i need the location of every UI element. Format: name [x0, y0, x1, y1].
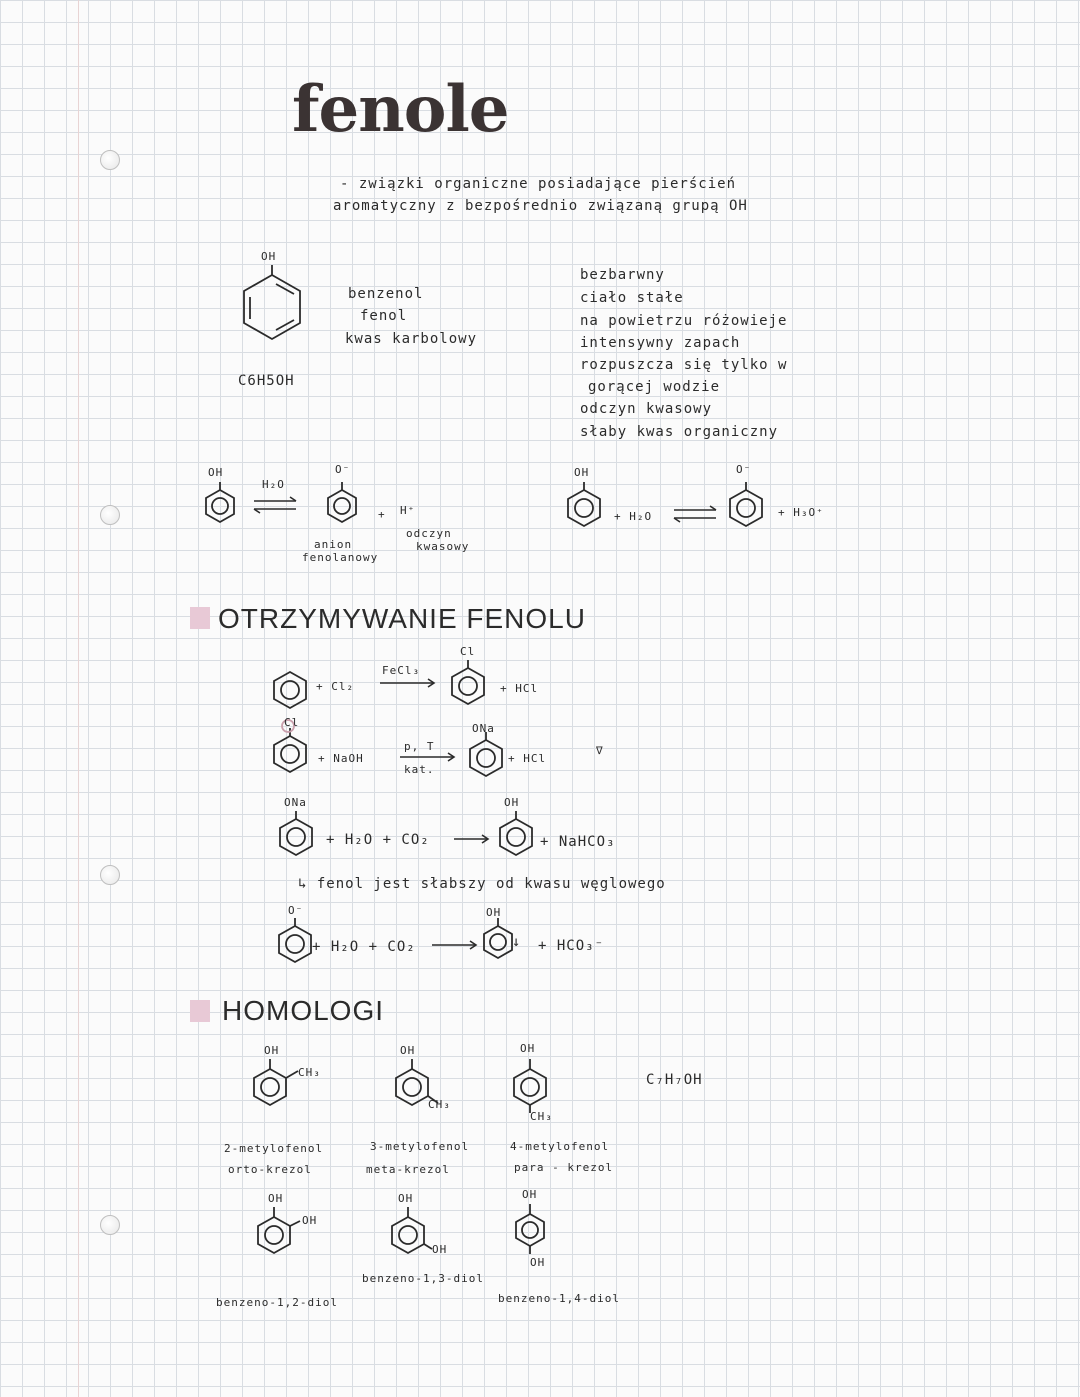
preparation-note: ↳ fenol jest słabszy od kwasu węglowego: [298, 876, 666, 892]
binder-hole: [100, 150, 120, 170]
chlorobenzene-ring: [448, 656, 488, 706]
sodium-phenolate-ring: [276, 805, 316, 861]
section-heading-homologs: HOMOLOGI: [222, 995, 385, 1026]
diss2-h3o: + H₃O⁺: [778, 506, 824, 519]
cresol-name: 4-metylofenol: [510, 1140, 610, 1153]
r2-cond-bottom: kat.: [404, 763, 435, 776]
reaction-arrow-icon: [430, 940, 480, 950]
phenol-oh-label: OH: [261, 250, 277, 263]
property-item: gorącej wodzie: [588, 379, 721, 395]
phenol-formula: C6H5OH: [238, 373, 295, 389]
r3-ona: ONa: [284, 796, 307, 809]
r2-cl: Cl: [284, 716, 300, 729]
diol13-oh2: OH: [432, 1243, 448, 1256]
r2-cond-top: p, T: [404, 740, 435, 753]
r1-catalyst: FeCl₃: [382, 664, 421, 677]
property-item: na powietrzu różowieje: [580, 313, 788, 329]
diol-name: benzeno-1,4-diol: [498, 1292, 620, 1305]
name-fenol: fenol: [360, 308, 408, 324]
diol13-oh: OH: [398, 1192, 414, 1205]
r3-oh: OH: [504, 796, 520, 809]
ortho-oh: OH: [264, 1044, 280, 1057]
r1-cl: Cl: [460, 645, 476, 658]
diss-oh: OH: [208, 466, 224, 479]
phenol-ring: [562, 478, 608, 534]
r1-product: + HCl: [500, 682, 539, 695]
cresol-alt: para - krezol: [514, 1161, 614, 1174]
name-kwas-karbolowy: kwas karbolowy: [345, 331, 478, 347]
name-benzenol: benzenol: [348, 286, 424, 302]
diol14-oh: OH: [522, 1188, 538, 1201]
r1-reagent: + Cl₂: [316, 680, 355, 693]
property-item: intensywny zapach: [580, 335, 741, 351]
r2-product: + HCl: [508, 752, 547, 765]
binder-hole: [100, 865, 120, 885]
cresol-alt: meta-krezol: [366, 1163, 450, 1176]
diss-plus: +: [378, 508, 386, 521]
r4-precipitate-arrow: ↓: [512, 934, 522, 950]
phenolate-ring: [275, 912, 315, 968]
diss-h-plus: H⁺: [400, 504, 416, 517]
phenol-ring: [496, 805, 536, 861]
meta-oh: OH: [400, 1044, 416, 1057]
equilibrium-arrow-icon: [252, 495, 300, 515]
r4-reagents: + H₂O + CO₂: [312, 939, 416, 955]
diss2-o-minus: O⁻: [736, 463, 752, 476]
r3-product: + NaHCO₃: [540, 834, 616, 850]
binder-hole: [100, 505, 120, 525]
reaction-arrow-icon: [398, 752, 458, 762]
r4-product: + HCO₃⁻: [538, 938, 605, 954]
section-heading-preparation: OTRZYMYWANIE FENOLU: [218, 603, 586, 634]
notebook-margin-line: [78, 0, 79, 1397]
section-marker: [190, 607, 210, 629]
page-title: fenole: [292, 72, 509, 147]
diss-o-minus: O⁻: [335, 463, 351, 476]
phenolate-ring: [322, 478, 362, 528]
general-formula: C₇H₇OH: [646, 1072, 703, 1088]
sodium-phenolate-ring: [466, 728, 506, 778]
benzene-ring: [270, 668, 310, 708]
r3-reagents: + H₂O + CO₂: [326, 832, 430, 848]
cresol-alt: orto-krezol: [228, 1163, 312, 1176]
diss2-oh: OH: [574, 466, 590, 479]
reaction-arrow-icon: [378, 678, 438, 688]
definition-line-2: aromatyczny z bezpośrednio związaną grupą OH: [333, 198, 748, 214]
phenolate-ring: [724, 478, 770, 534]
property-item: odczyn kwasowy: [580, 401, 713, 417]
equilibrium-arrow-icon: [672, 504, 720, 524]
ortho-ch3: CH₃: [298, 1066, 321, 1079]
property-item: słaby kwas organiczny: [580, 424, 779, 440]
r2-delta: ∇: [596, 744, 604, 757]
property-item: rozpuszcza się tylko w: [580, 357, 788, 373]
diss-kwasowy: kwasowy: [416, 540, 470, 553]
meta-ch3: CH₃: [428, 1098, 451, 1111]
property-item: bezbarwny: [580, 267, 665, 283]
diss-h2o: H₂O: [262, 478, 285, 491]
diol12-oh: OH: [268, 1192, 284, 1205]
section-marker: [190, 1000, 210, 1022]
para-ch3: CH₃: [530, 1110, 553, 1123]
diss2-h2o: + H₂O: [614, 510, 653, 523]
r2-reagent: + NaOH: [318, 752, 364, 765]
r4-oh: OH: [486, 906, 502, 919]
diol14-oh2: OH: [530, 1256, 546, 1269]
ortho-cresol-structure: [248, 1055, 328, 1111]
diss-anion: anion: [314, 538, 353, 551]
diol-name: benzeno-1,3-diol: [362, 1272, 484, 1285]
r4-o-minus: O⁻: [288, 904, 304, 917]
phenol-ring-small: [200, 478, 240, 528]
diss-odczyn: odczyn: [406, 527, 452, 540]
phenol-structure: [230, 245, 320, 375]
cresol-name: 2-metylofenol: [224, 1142, 324, 1155]
diol-name: benzeno-1,2-diol: [216, 1296, 338, 1309]
resorcinol-structure: [386, 1203, 466, 1267]
diol12-oh2: OH: [302, 1214, 318, 1227]
catechol-structure: [250, 1203, 330, 1263]
binder-hole: [100, 1215, 120, 1235]
property-item: ciało stałe: [580, 290, 684, 306]
definition-line-1: - związki organiczne posiadające pierścień: [340, 176, 737, 192]
r2-ona: ONa: [472, 722, 495, 735]
diss-fenolanowy: fenolanowy: [302, 551, 379, 564]
reaction-arrow-icon: [452, 834, 492, 844]
para-oh: OH: [520, 1042, 536, 1055]
cresol-name: 3-metylofenol: [370, 1140, 470, 1153]
